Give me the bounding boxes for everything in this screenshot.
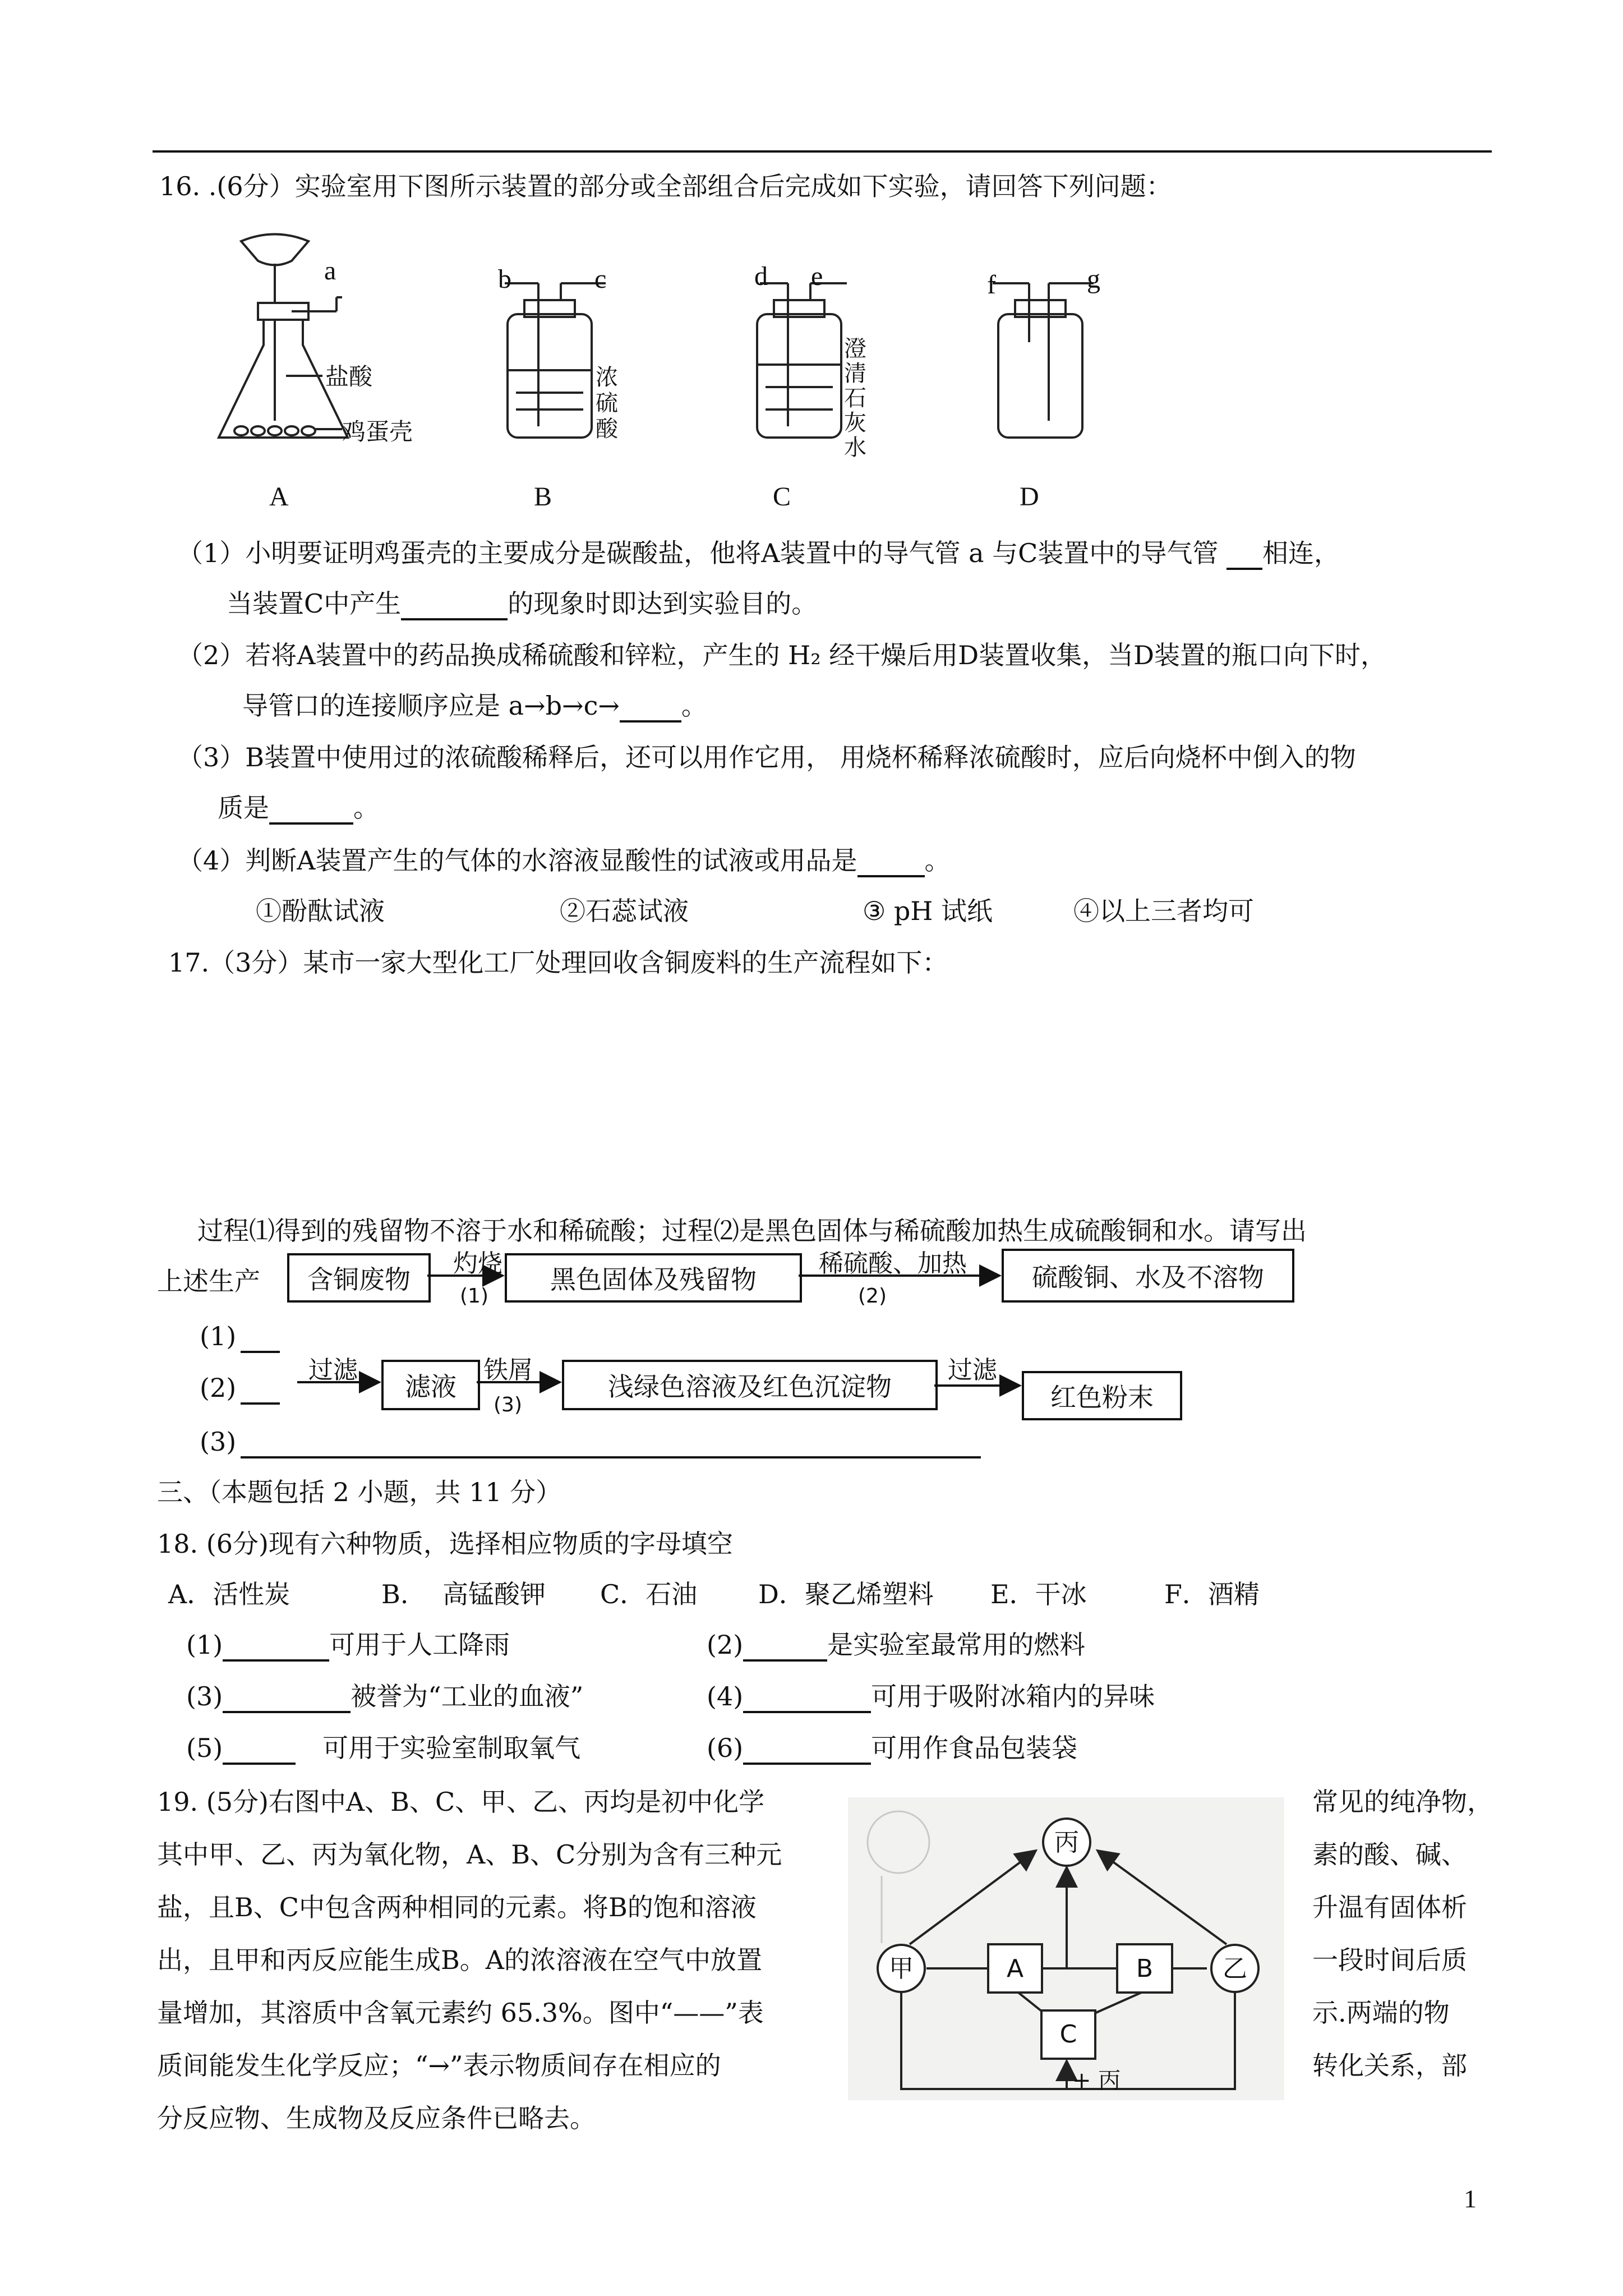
limewater-label-5: 水	[844, 435, 866, 461]
q19-line-4: 出，且甲和丙反应能生成B。A的浓溶液在空气中放置	[157, 1945, 763, 1975]
q19-line-1-right: 常见的纯净物，	[1312, 1787, 1493, 1817]
answer-blank[interactable]	[241, 1432, 981, 1458]
tube-e-label: e	[811, 261, 823, 291]
device-a-letter: A	[269, 482, 289, 512]
limewater-label-4: 灰	[844, 410, 866, 436]
node-plus-bing: + 丙	[1072, 2068, 1121, 2093]
answer-blank[interactable]	[743, 1738, 871, 1765]
q16-p4: （4）判断A装置产生的气体的水溶液显酸性的试液或用品是 。	[177, 844, 951, 877]
flow-arrow-label-acid-heat: 稀硫酸、加热	[819, 1249, 967, 1278]
sulfuric-label-3: 酸	[596, 416, 618, 442]
q17-answer-2: (2)	[200, 1371, 280, 1405]
q19-line-5-right: 示.两端的物	[1312, 1998, 1450, 2028]
answer-blank[interactable]	[241, 1378, 280, 1405]
q16-p1-line2: 当装置C中产生 的现象时即达到实验目的。	[227, 587, 817, 620]
q18-item-3: (3) 被誉为“工业的血液”	[186, 1680, 583, 1713]
tube-a-label: a	[324, 256, 336, 286]
q16-heading: 16. .(6分）实验室用下图所示装置的部分或全部组合后完成如下实验，请回答下列问题：	[159, 171, 1172, 201]
node-c: C	[1059, 2020, 1077, 2049]
q17-heading: 17.（3分）某市一家大型化工厂处理回收含铜废料的生产流程如下：	[168, 947, 948, 978]
q18-item-5: (5) 可用于实验室制取氧气	[186, 1731, 580, 1765]
answer-blank[interactable]	[743, 1686, 871, 1713]
q19-relation-diagram	[848, 1797, 1284, 2100]
q18-choice-a: A．活性炭	[168, 1579, 291, 1609]
answer-blank[interactable]	[241, 1326, 280, 1353]
q17-text-1: 过程⑴得到的残留物不溶于水和稀硫酸；过程⑵是黑色固体与稀硫酸加热生成硫酸铜和水。请写出	[197, 1216, 1307, 1246]
q19-line-2: 其中甲、乙、丙为氧化物，A、B、C分别为含有三种元	[157, 1839, 782, 1870]
flow-box-filtrate: 滤液	[381, 1360, 480, 1410]
answer-blank[interactable]	[223, 1738, 296, 1765]
q16-p2-line1: （2）若将A装置中的药品换成稀硫酸和锌粒，产生的 H₂ 经干燥后用D装置收集，当D装置的瓶口向下时，	[177, 640, 1387, 670]
flow-arrow-label-step2: (2)	[858, 1285, 887, 1308]
q19-line-2-right: 素的酸、碱、	[1312, 1839, 1467, 1870]
q19-line-3-right: 升温有固体析	[1312, 1892, 1467, 1922]
q18-choice-b: B. 高锰酸钾	[381, 1579, 546, 1609]
limewater-label-1: 澄	[844, 336, 866, 362]
limewater-label-2: 清	[844, 361, 866, 386]
flow-arrow-label-filter1: 过滤	[308, 1356, 358, 1384]
flow-box-black-solid: 黑色固体及残留物	[505, 1253, 802, 1303]
node-a: A	[1006, 1954, 1024, 1983]
page-number: 1	[1464, 2184, 1477, 2213]
q16-p2-line2: 导管口的连接顺序应是 a→b→c→ 。	[242, 689, 707, 723]
node-b: B	[1136, 1954, 1154, 1983]
tube-b-label: b	[498, 264, 511, 294]
q16-option-4: ④以上三者均可	[1073, 896, 1254, 926]
q18-choice-f: F．酒精	[1164, 1579, 1260, 1609]
node-yi: 乙	[1223, 1954, 1247, 1983]
answer-blank[interactable]	[223, 1686, 351, 1713]
eggshell-label: 鸡蛋壳	[342, 418, 413, 445]
q16-p3-line1: （3）B装置中使用过的浓硫酸稀释后，还可以用作它用， 用烧杯稀释浓硫酸时，应后向烧杯中倒入的物	[177, 742, 1356, 772]
q18-choice-c: C．石油	[600, 1579, 698, 1609]
tube-g-label: g	[1087, 264, 1100, 294]
flow-box-copper-sulfate: 硫酸铜、水及不溶物	[1002, 1249, 1294, 1303]
q18-choice-e: E．干冰	[990, 1579, 1087, 1609]
q19-line-4-right: 一段时间后质	[1312, 1945, 1467, 1975]
q19-line-3: 盐，且B、C中包含两种相同的元素。将B的饱和溶液	[157, 1892, 757, 1922]
sulfuric-label-1: 浓	[596, 365, 618, 390]
q18-item-2: (2) 是实验室最常用的燃料	[707, 1628, 1085, 1662]
q16-p3-line2: 质是 。	[218, 791, 379, 825]
q18-item-4: (4) 可用于吸附冰箱内的异味	[707, 1680, 1155, 1713]
answer-blank[interactable]	[743, 1635, 827, 1662]
flow-arrow-label-step1: (1)	[460, 1285, 488, 1308]
q16-option-1: ①酚酞试液	[256, 896, 385, 926]
device-d-letter: D	[1020, 482, 1039, 512]
q18-item-6: (6) 可用作食品包装袋	[707, 1731, 1077, 1765]
flow-box-copper-waste: 含铜废物	[287, 1253, 431, 1303]
q16-option-2: ②石蕊试液	[560, 896, 689, 926]
tube-f-label: f	[987, 270, 996, 300]
q17-answer-3: (3)	[200, 1425, 981, 1458]
q19-line-7: 分反应物、生成物及反应条件已略去。	[157, 2103, 596, 2133]
q18-item-1: (1) 可用于人工降雨	[186, 1628, 510, 1662]
node-jia: 甲	[889, 1954, 914, 1983]
q19-line-6-right: 转化关系，部	[1312, 2050, 1467, 2081]
flow-box-red-powder: 红色粉末	[1022, 1371, 1182, 1420]
node-bing: 丙	[1054, 1828, 1079, 1857]
q17-text-2: 上述生产	[157, 1266, 260, 1296]
flow-arrow-label-burn: 灼烧	[453, 1249, 502, 1278]
answer-blank[interactable]	[223, 1635, 329, 1662]
tube-d-label: d	[754, 261, 768, 291]
q19-line-5: 量增加，其溶质中含氧元素约 65.3%。图中“——”表	[157, 1998, 764, 2028]
flow-arrow-label-step3: (3)	[494, 1393, 522, 1416]
q16-option-3: ③ pH 试纸	[863, 896, 993, 926]
flow-box-green-solution: 浅绿色溶液及红色沉淀物	[562, 1360, 938, 1410]
flow-arrow-label-filter2: 过滤	[948, 1356, 997, 1384]
hcl-label: 盐酸	[325, 363, 373, 390]
q18-heading: 18. (6分)现有六种物质，选择相应物质的字母填空	[157, 1529, 733, 1559]
sulfuric-label-2: 硫	[596, 390, 618, 416]
q19-line-6: 质间能发生化学反应；“→”表示物质间存在相应的	[157, 2050, 721, 2081]
q18-choice-d: D．聚乙烯塑料	[758, 1579, 934, 1609]
q19-line-1: 19. (5分)右图中A、B、C、甲、乙、丙均是初中化学	[157, 1787, 765, 1817]
q16-p1-line1: （1）小明要证明鸡蛋壳的主要成分是碳酸盐，他将A装置中的导气管 a 与C装置中的导气管 相连，	[177, 536, 1340, 570]
device-b-letter: B	[534, 482, 552, 512]
device-c-letter: C	[773, 482, 791, 512]
limewater-label-3: 石	[844, 385, 866, 411]
q17-answer-1: (1)	[200, 1319, 280, 1353]
tube-c-label: c	[594, 264, 607, 294]
flow-arrow-label-iron: 铁屑	[483, 1356, 533, 1384]
section-3-heading: 三、（本题包括 2 小题，共 11 分）	[157, 1477, 562, 1507]
